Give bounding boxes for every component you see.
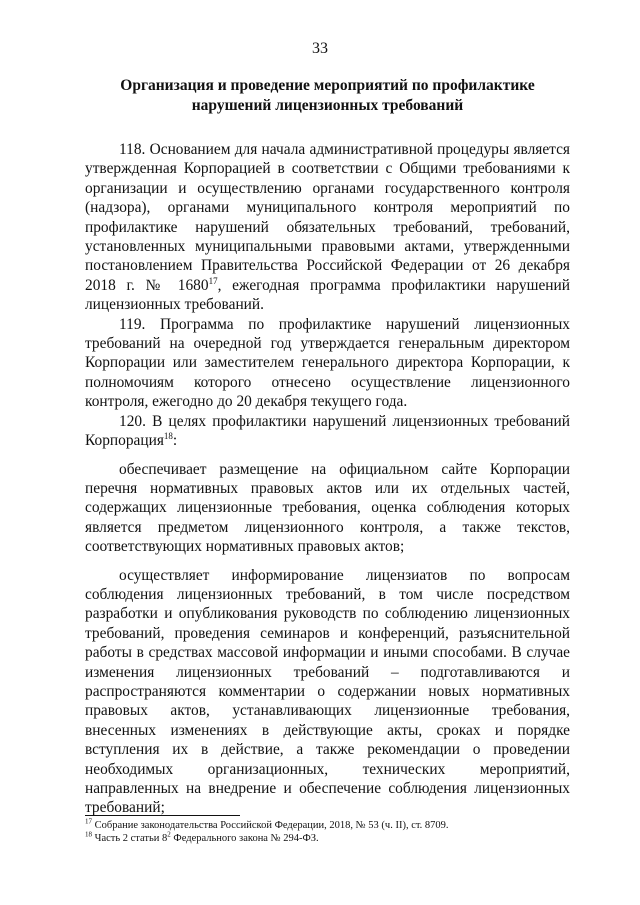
- heading-line-1: Организация и проведение мероприятий по профилактике: [120, 77, 535, 94]
- paragraph-120: 120. В целях профилактики нарушений лицензионных требований Корпорация$^{18}$:: [85, 412, 570, 450]
- body-text: [85, 140, 570, 818]
- heading-line-2: нарушений лицензионных требований: [191, 97, 464, 114]
- section-heading: [85, 76, 570, 116]
- paragraph-119: 119. Программа по профилактике нарушений лицензионных требований на очередной год утверждается генеральным директором Корпорации или заместителем генерального директора Корпорации, к полномочиям которого отнесено осуществление лицензионного контроля, ежегодно до 20 декабря текущего года.: [85, 315, 570, 411]
- footnotes: [85, 819, 570, 845]
- page-number: 33: [312, 40, 328, 57]
- paragraph-118: 118. Основанием для начала административной процедуры является утвержденная Корпорацией в соответствии с Общими требованиями к организации и осуществлению органами государственного контроля (надзора), органами муниципального контроля мероприятий по профилактике нарушений обязательных требований, требований, установленных муниципальными правовыми актами, утвержденными постановлением Правительства Российской Федерации от 26 декабря 2018 г. № 1680$^{17}$, ежегодная программа профилактики нарушений лицензионных требований.: [85, 141, 571, 314]
- paragraph-120-item-1: обеспечивает размещение на официальном сайте Корпорации перечня нормативных правовых актов или их отдельных частей, содержащих лицензионные требования, оценка соблюдения которых является предметом лицензионного контроля, а также текстов, соответствующих нормативных правовых актов;: [85, 460, 570, 556]
- footnote-18: $^{18}$ Часть 2 статьи $8^2$ Федерального закона № 294-ФЗ.: [85, 830, 319, 844]
- footnote-ref-18: 18: [163, 430, 173, 441]
- footnote-divider: [85, 815, 240, 816]
- paragraph-120-item-2: осуществляет информирование лицензиатов по вопросам соблюдения лицензионных требований, в том числе посредством разработки и опубликования руководств по соблюдению лицензионных требований, проведения семинаров и конференций, разъяснительной работы в средствах массовой информации и иными способами. В случае изменения лицензионных требований – подготавливаются и распространяются комментарии о содержании новых нормативных правовых актов, устанавливающих лицензионные требования, внесенных изменениях в действующие акты, сроках и порядке вступления их в действие, а также рекомендации о проведении необходимых организационных, технических мероприятий, направленных на внедрение и обеспечение соблюдения лицензионных требований;: [85, 566, 570, 817]
- footnote-ref-17: 17: [208, 275, 218, 286]
- footnote-17: $^{17}$ Собрание законодательства Российской Федерации, 2018, № 53 (ч. II), ст. 8709.: [85, 817, 449, 831]
